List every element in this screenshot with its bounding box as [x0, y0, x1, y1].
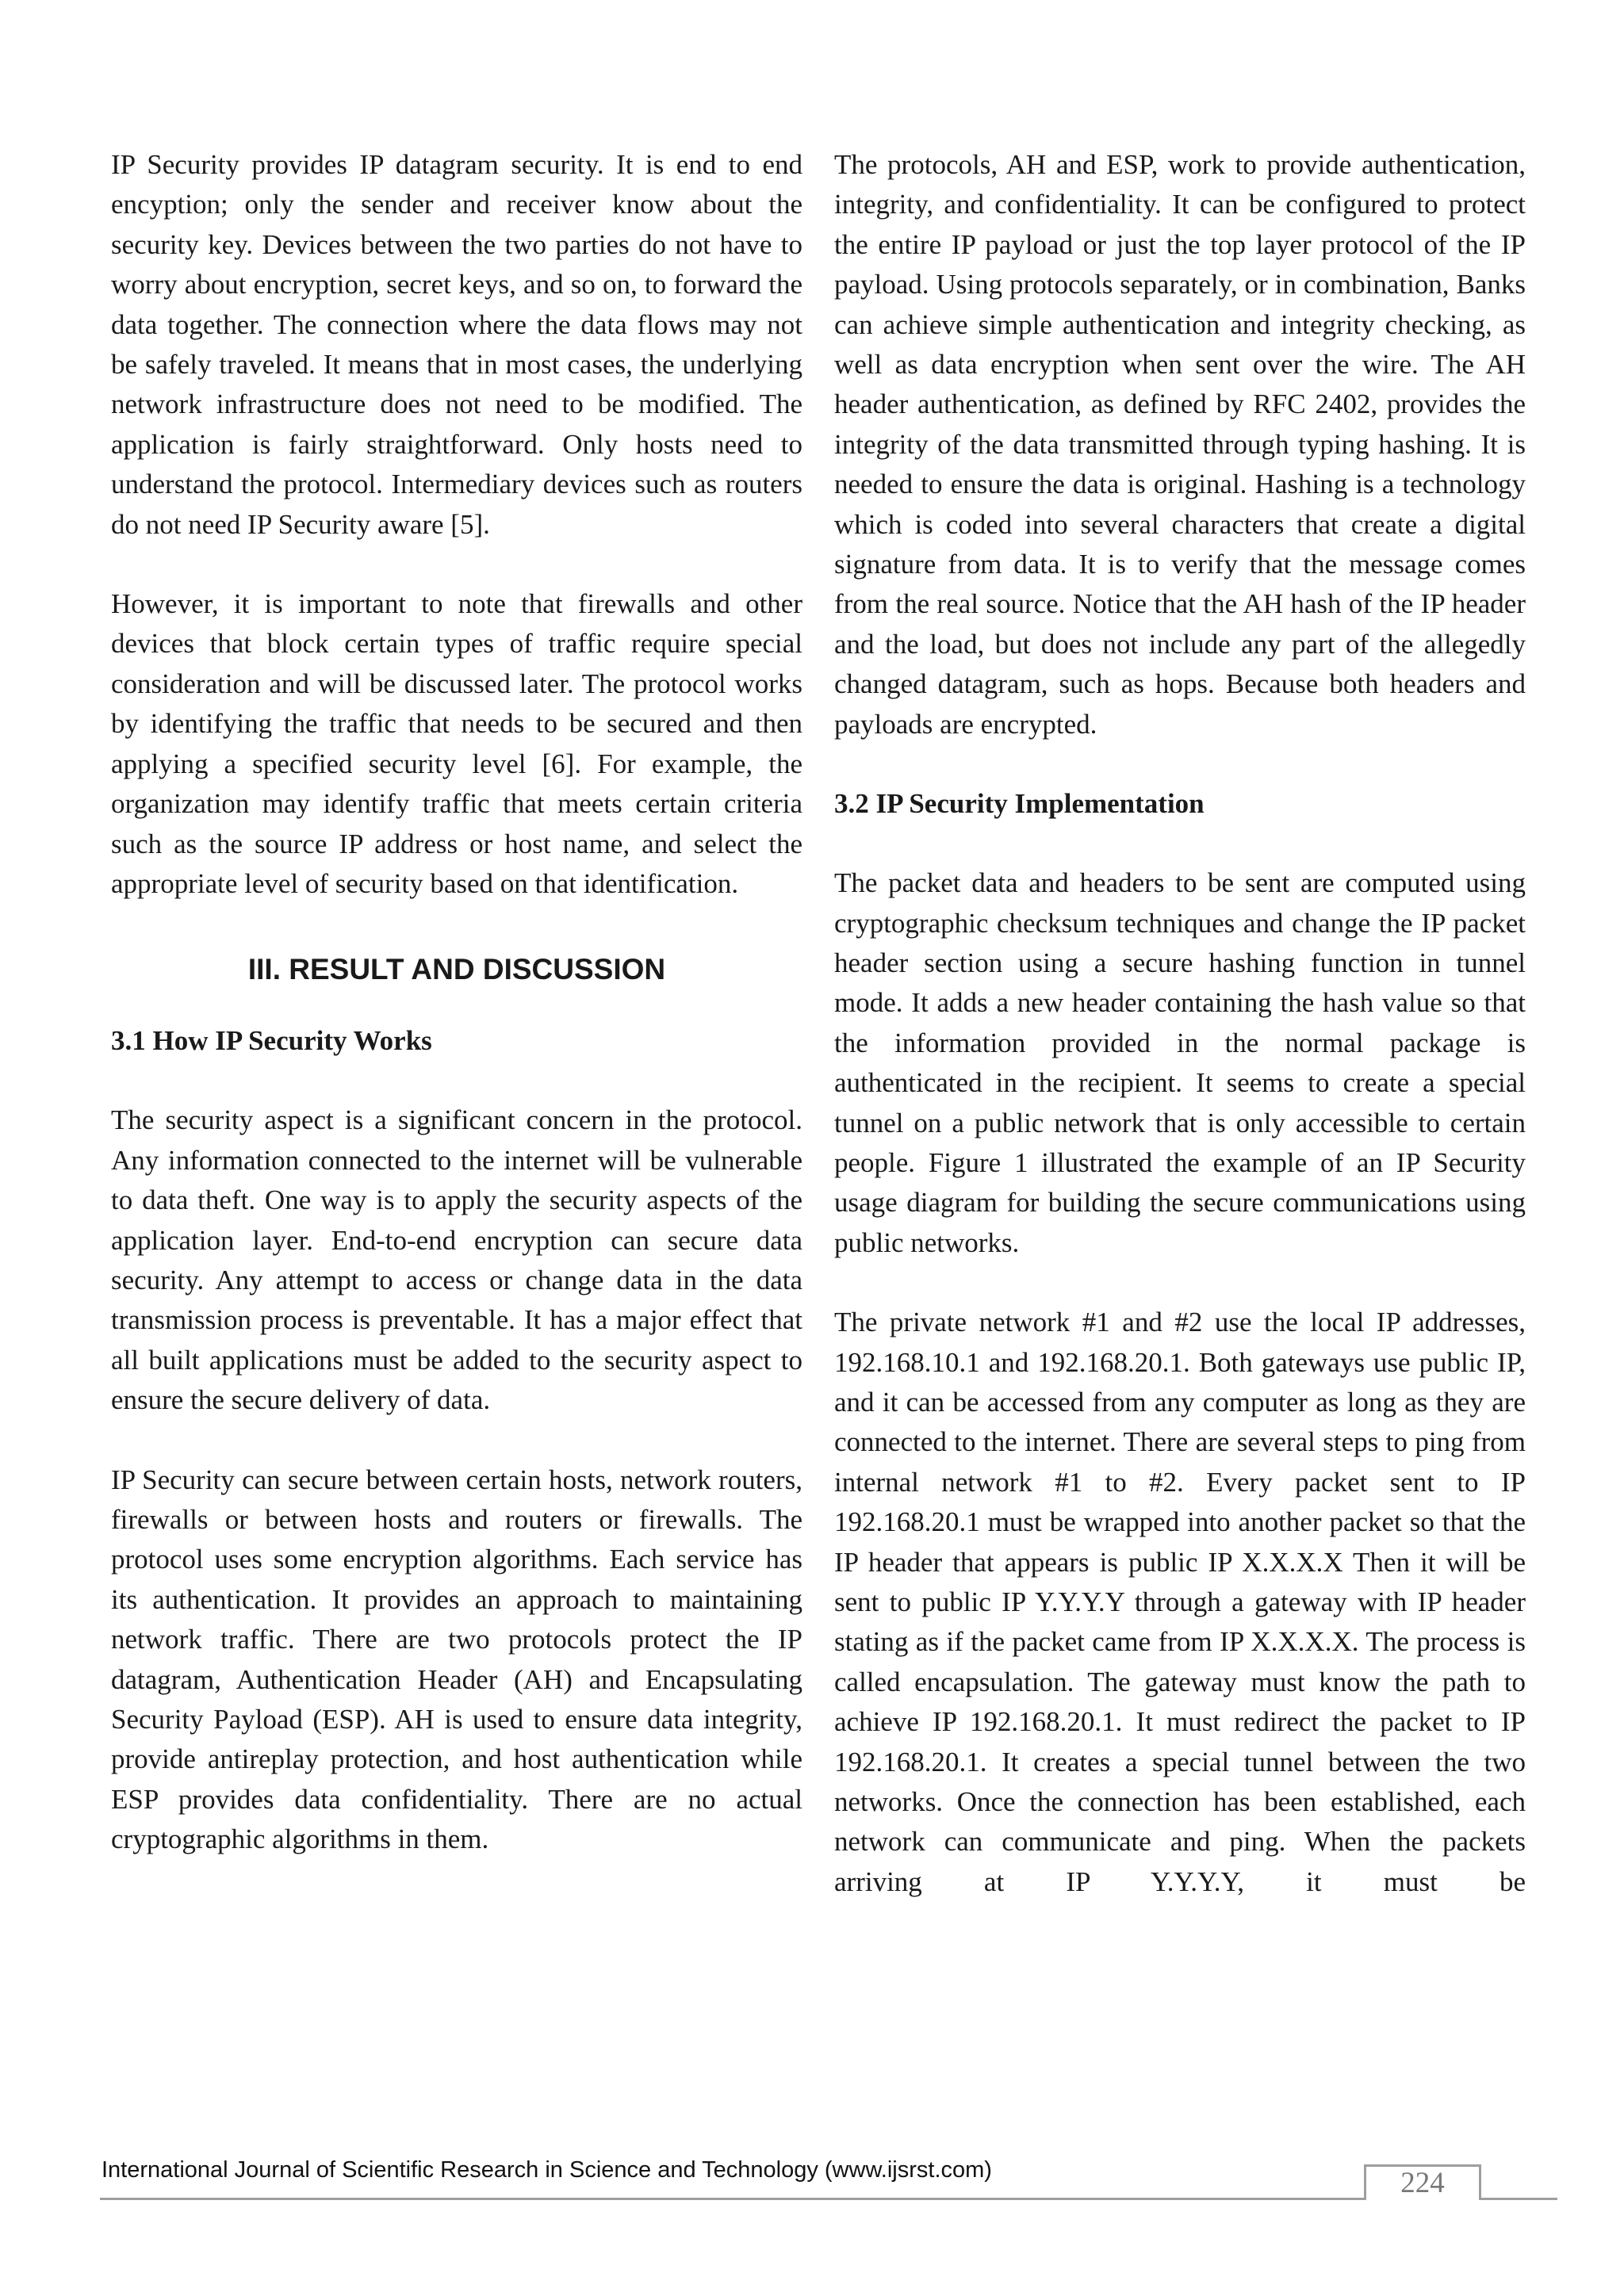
page-number: 224: [1400, 2167, 1445, 2199]
paragraph-private-network: The private network #1 and #2 use the local IP addresses, 192.168.10.1 and 192.168.20.1. Both gateways use public IP, and it can be accessed from any computer as long as they are connected to the internet. There are several steps to ping from internal network #1 to #2. Every packet sent to IP 192.168.20.1 must be wrapped into another packet so that the IP header that appears is public IP X.X.X.X Then it will be sent to public IP Y.Y.Y.Y through a gateway with IP header stating as if the packet came from IP X.X.X.X. The process is called encapsulation. The gateway must know the path to achieve IP 192.168.20.1. It must redirect the packet to IP 192.168.20.1. It creates a special tunnel between the two networks. Once the connection has been established, each network can communicate and ping. When the packets arriving at IP Y.Y.Y.Y, it must be: [834, 1307, 1526, 1897]
footer-journal-name: International Journal of Scientific Research in Science and Technology (www.ijsrst.com): [102, 2157, 992, 2183]
footer-rule-right: [1481, 2198, 1557, 2200]
paragraph-security-aspect: The security aspect is a significant concern in the protocol. Any information connected to the internet will be vulnerable to data theft. One way is to apply the security aspects of the application layer. End-to-end encryption can secure data security. Any attempt to access or change data in the data transmission process is preventable. It has a major effect that all built applications must be added to the security aspect to ensure the secure delivery of data.: [111, 1104, 802, 1416]
paragraph-firewalls: However, it is important to note that firewalls and other devices that block certain types of traffic require special consideration and will be discussed later. The protocol works by identifying the traffic that needs to be secured and then applying a specified security level [6]. For example, the organization may identify traffic that meets certain criteria such as the source IP address or host name, and select the appropriate level of security based on that identification.: [111, 588, 802, 899]
subheading-how-ipsec-works: 3.1 How IP Security Works: [111, 1025, 432, 1057]
paragraph-packet-data: The packet data and headers to be sent are computed using cryptographic checksum techniques and change the IP packet header section using a secure hashing function in tunnel mode. It adds a new header containing the hash value so that the information provided in the normal package is authenticated in the recipient. It seems to create a special tunnel on a public network that is only accessible to certain people. Figure 1 illustrated the example of an IP Security usage diagram for building the secure communications using public networks.: [834, 867, 1526, 1258]
section-heading-results: III. RESULT AND DISCUSSION: [247, 953, 666, 986]
right-column: [834, 145, 1526, 1902]
left-column: [111, 145, 802, 1900]
subheading-ipsec-implementation: 3.2 IP Security Implementation: [834, 788, 1205, 820]
footer-rule: [100, 2198, 1364, 2200]
paragraph-ipsec-protocols: IP Security can secure between certain hosts, network routers, firewalls or between hosts and routers or firewalls. The protocol uses some encryption algorithms. Each service has its authentication. It provides an approach to maintaining network traffic. There are two protocols protect the IP datagram, Authentication Header (AH) and Encapsulating Security Payload (ESP). AH is used to ensure data integrity, provide antireplay protection, and host authentication while ESP provides data confidentiality. There are no actual cryptographic algorithms in them.: [111, 1464, 802, 1855]
paragraph-ipsec-intro: IP Security provides IP datagram security. It is end to end encyption; only the sender and receiver know about the security key. Devices between the two parties do not have to worry about encryption, secret keys, and so on, to forward the data together. The connection where the data flows may not be safely traveled. It means that in most cases, the underlying network infrastructure does not need to be modified. The application is fairly straightforward. Only hosts need to understand the protocol. Intermediary devices such as routers do not need IP Security aware [5].: [111, 149, 802, 540]
paragraph-ah-esp: The protocols, AH and ESP, work to provide authentication, integrity, and confidentiality. It can be configured to protect the entire IP payload or just the top layer protocol of the IP payload. Using protocols separately, or in combination, Banks can achieve simple authentication and integrity checking, as well as data encryption when sent over the wire. The AH header authentication, as defined by RFC 2402, provides the integrity of the data transmitted through typing hashing. It is needed to ensure the data is original. Hashing is a technology which is coded into several characters that create a digital signature from data. It is to verify that the message comes from the real source. Notice that the AH hash of the IP header and the load, but does not include any part of the allegedly changed datagram, such as hops. Because both headers and payloads are encrypted.: [834, 149, 1526, 740]
